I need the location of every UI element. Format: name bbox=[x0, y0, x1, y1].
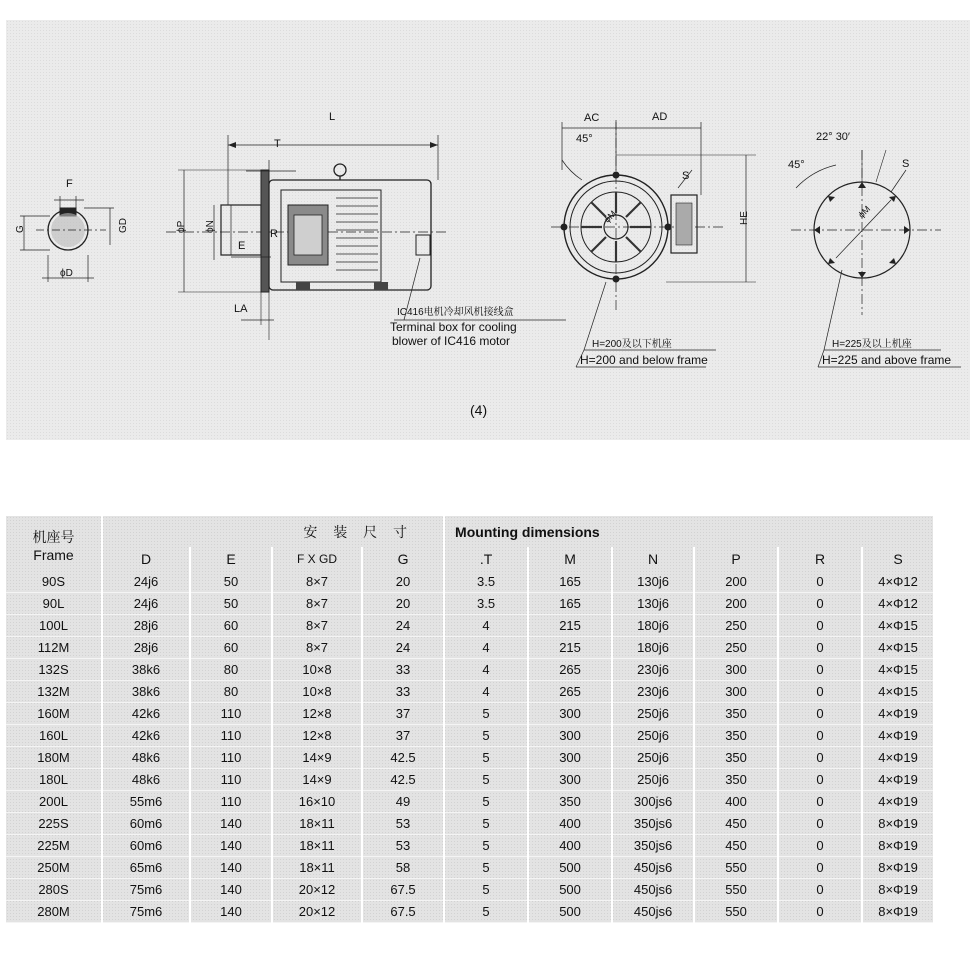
cell-frame: 180L bbox=[6, 769, 102, 791]
cell-T: 3.5 bbox=[444, 571, 528, 593]
cell-M: 265 bbox=[528, 681, 612, 703]
dim-label-T: T bbox=[274, 138, 281, 150]
cell-E: 140 bbox=[190, 901, 272, 923]
cell-M: 215 bbox=[528, 637, 612, 659]
cell-E: 80 bbox=[190, 659, 272, 681]
cell-D: 38k6 bbox=[102, 681, 190, 703]
cell-frame: 225S bbox=[6, 813, 102, 835]
dim-label-E: E bbox=[238, 240, 246, 252]
note-225-en: H=225 and above frame bbox=[822, 353, 952, 367]
cell-D: 60m6 bbox=[102, 835, 190, 857]
cell-T: 4 bbox=[444, 659, 528, 681]
cell-P: 200 bbox=[694, 593, 778, 615]
cell-N: 130j6 bbox=[612, 593, 694, 615]
cell-P: 350 bbox=[694, 747, 778, 769]
cell-R: 0 bbox=[778, 659, 862, 681]
cell-T: 5 bbox=[444, 747, 528, 769]
dim-label-phiN: ϕN bbox=[205, 220, 216, 233]
cell-R: 0 bbox=[778, 769, 862, 791]
cell-S: 4×Φ15 bbox=[862, 681, 933, 703]
cell-P: 350 bbox=[694, 725, 778, 747]
cell-N: 250j6 bbox=[612, 769, 694, 791]
table-row bbox=[6, 703, 933, 725]
technical-drawing bbox=[6, 20, 970, 440]
cell-S: 8×Φ19 bbox=[862, 857, 933, 879]
cell-FxGD: 14×9 bbox=[272, 747, 362, 769]
cell-E: 110 bbox=[190, 747, 272, 769]
cell-G: 20 bbox=[362, 571, 444, 593]
cell-D: 65m6 bbox=[102, 857, 190, 879]
cell-P: 550 bbox=[694, 901, 778, 923]
dim-label-angle45b: 45° bbox=[788, 159, 805, 171]
cell-frame: 132S bbox=[6, 659, 102, 681]
dim-label-AD: AD bbox=[652, 111, 668, 123]
note-terminal-en-2: blower of IC416 motor bbox=[392, 334, 511, 348]
cell-R: 0 bbox=[778, 615, 862, 637]
cell-frame: 180M bbox=[6, 747, 102, 769]
note-terminal-en-1: Terminal box for cooling bbox=[390, 320, 517, 334]
cell-P: 200 bbox=[694, 571, 778, 593]
cell-E: 140 bbox=[190, 835, 272, 857]
cell-N: 230j6 bbox=[612, 681, 694, 703]
cell-E: 110 bbox=[190, 703, 272, 725]
table-row bbox=[6, 747, 933, 769]
cell-N: 450js6 bbox=[612, 857, 694, 879]
cell-S: 4×Φ15 bbox=[862, 615, 933, 637]
dim-label-AC: AC bbox=[584, 112, 600, 124]
table-row bbox=[6, 659, 933, 681]
cell-D: 48k6 bbox=[102, 747, 190, 769]
cell-frame: 225M bbox=[6, 835, 102, 857]
cell-R: 0 bbox=[778, 571, 862, 593]
cell-E: 60 bbox=[190, 615, 272, 637]
table-row bbox=[6, 637, 933, 659]
cell-N: 350js6 bbox=[612, 835, 694, 857]
frame-header-en: Frame bbox=[33, 547, 74, 563]
cell-N: 250j6 bbox=[612, 725, 694, 747]
cell-FxGD: 12×8 bbox=[272, 725, 362, 747]
cell-E: 110 bbox=[190, 725, 272, 747]
cell-E: 60 bbox=[190, 637, 272, 659]
cell-M: 500 bbox=[528, 901, 612, 923]
cell-D: 24j6 bbox=[102, 593, 190, 615]
cell-N: 230j6 bbox=[612, 659, 694, 681]
cell-S: 4×Φ19 bbox=[862, 769, 933, 791]
cell-S: 8×Φ19 bbox=[862, 835, 933, 857]
cell-M: 400 bbox=[528, 813, 612, 835]
cell-D: 42k6 bbox=[102, 703, 190, 725]
cell-N: 350js6 bbox=[612, 813, 694, 835]
cell-FxGD: 8×7 bbox=[272, 637, 362, 659]
cell-frame: 200L bbox=[6, 791, 102, 813]
cell-S: 4×Φ19 bbox=[862, 791, 933, 813]
cell-T: 5 bbox=[444, 835, 528, 857]
column-header-D: D bbox=[102, 547, 190, 571]
cell-FxGD: 20×12 bbox=[272, 901, 362, 923]
dim-label-S1: S bbox=[682, 170, 690, 182]
cell-G: 37 bbox=[362, 703, 444, 725]
dim-label-angle45a: 45° bbox=[576, 133, 593, 145]
cell-S: 4×Φ19 bbox=[862, 725, 933, 747]
cell-T: 4 bbox=[444, 615, 528, 637]
cell-S: 4×Φ19 bbox=[862, 703, 933, 725]
cell-N: 250j6 bbox=[612, 747, 694, 769]
cell-M: 165 bbox=[528, 571, 612, 593]
cell-D: 38k6 bbox=[102, 659, 190, 681]
table-row bbox=[6, 813, 933, 835]
cell-R: 0 bbox=[778, 835, 862, 857]
cell-N: 180j6 bbox=[612, 615, 694, 637]
cell-M: 215 bbox=[528, 615, 612, 637]
cell-R: 0 bbox=[778, 791, 862, 813]
cell-R: 0 bbox=[778, 901, 862, 923]
cell-frame: 100L bbox=[6, 615, 102, 637]
cell-P: 400 bbox=[694, 791, 778, 813]
table-header-row bbox=[6, 516, 933, 547]
cell-FxGD: 18×11 bbox=[272, 813, 362, 835]
column-header-G: G bbox=[362, 547, 444, 571]
dim-label-HE: HE bbox=[739, 211, 750, 225]
table-row bbox=[6, 615, 933, 637]
cell-R: 0 bbox=[778, 725, 862, 747]
cell-G: 42.5 bbox=[362, 769, 444, 791]
mounting-dimensions-table-panel bbox=[6, 516, 933, 922]
motor-drawing-svg bbox=[6, 20, 970, 440]
cell-P: 300 bbox=[694, 681, 778, 703]
cell-S: 8×Φ19 bbox=[862, 879, 933, 901]
figure-label: (4) bbox=[470, 402, 488, 418]
cell-T: 5 bbox=[444, 857, 528, 879]
cell-N: 300js6 bbox=[612, 791, 694, 813]
table-row bbox=[6, 593, 933, 615]
cell-D: 28j6 bbox=[102, 615, 190, 637]
dim-label-angle2230: 22° 30′ bbox=[816, 131, 850, 143]
cell-T: 5 bbox=[444, 769, 528, 791]
cell-P: 450 bbox=[694, 835, 778, 857]
cell-FxGD: 10×8 bbox=[272, 659, 362, 681]
cell-M: 300 bbox=[528, 747, 612, 769]
cell-S: 4×Φ12 bbox=[862, 571, 933, 593]
cell-T: 5 bbox=[444, 791, 528, 813]
dim-label-GD: GD bbox=[118, 218, 129, 233]
cell-FxGD: 8×7 bbox=[272, 615, 362, 637]
note-200-en: H=200 and below frame bbox=[580, 353, 708, 367]
cell-G: 20 bbox=[362, 593, 444, 615]
cell-R: 0 bbox=[778, 813, 862, 835]
note-200-cn: H=200及以下机座 bbox=[592, 339, 672, 350]
cell-T: 3.5 bbox=[444, 593, 528, 615]
cell-P: 350 bbox=[694, 703, 778, 725]
table-row bbox=[6, 901, 933, 923]
mounting-dimensions-table bbox=[6, 516, 933, 923]
dim-label-phiM2: ϕM bbox=[856, 203, 873, 220]
cell-FxGD: 8×7 bbox=[272, 571, 362, 593]
cell-frame: 90L bbox=[6, 593, 102, 615]
cell-D: 28j6 bbox=[102, 637, 190, 659]
table-body bbox=[6, 571, 933, 923]
motor-front-view bbox=[551, 120, 756, 367]
cell-T: 5 bbox=[444, 725, 528, 747]
cell-P: 250 bbox=[694, 637, 778, 659]
cell-R: 0 bbox=[778, 593, 862, 615]
table-title-en: Mounting dimensions bbox=[455, 523, 600, 540]
cell-S: 4×Φ19 bbox=[862, 747, 933, 769]
cell-T: 5 bbox=[444, 879, 528, 901]
cell-P: 450 bbox=[694, 813, 778, 835]
frame-header bbox=[6, 516, 102, 571]
note-terminal-cn: IC416电机冷却风机接线盒 bbox=[397, 307, 514, 318]
cell-R: 0 bbox=[778, 703, 862, 725]
cell-N: 130j6 bbox=[612, 571, 694, 593]
table-row bbox=[6, 725, 933, 747]
cell-frame: 112M bbox=[6, 637, 102, 659]
cell-M: 165 bbox=[528, 593, 612, 615]
cell-P: 350 bbox=[694, 769, 778, 791]
cell-G: 58 bbox=[362, 857, 444, 879]
cell-FxGD: 18×11 bbox=[272, 857, 362, 879]
cell-G: 37 bbox=[362, 725, 444, 747]
cell-FxGD: 14×9 bbox=[272, 769, 362, 791]
cell-R: 0 bbox=[778, 747, 862, 769]
cell-M: 300 bbox=[528, 703, 612, 725]
dim-label-phiD: ϕD bbox=[60, 268, 73, 279]
cell-G: 42.5 bbox=[362, 747, 444, 769]
table-title-cn: 安 装 尺 寸 bbox=[102, 516, 444, 547]
cell-T: 5 bbox=[444, 703, 528, 725]
dim-label-phiP: ϕP bbox=[176, 220, 187, 233]
column-header-FxGD: F X GD bbox=[272, 547, 362, 571]
cell-G: 24 bbox=[362, 637, 444, 659]
cell-frame: 160M bbox=[6, 703, 102, 725]
column-header-T: .T bbox=[444, 547, 528, 571]
cell-P: 550 bbox=[694, 857, 778, 879]
table-row bbox=[6, 681, 933, 703]
cell-M: 350 bbox=[528, 791, 612, 813]
cell-E: 80 bbox=[190, 681, 272, 703]
cell-D: 55m6 bbox=[102, 791, 190, 813]
table-row bbox=[6, 879, 933, 901]
cell-G: 67.5 bbox=[362, 901, 444, 923]
cell-T: 4 bbox=[444, 637, 528, 659]
cell-G: 33 bbox=[362, 659, 444, 681]
cell-E: 140 bbox=[190, 857, 272, 879]
dim-label-F: F bbox=[66, 178, 73, 190]
cell-M: 300 bbox=[528, 725, 612, 747]
cell-G: 24 bbox=[362, 615, 444, 637]
cell-T: 5 bbox=[444, 901, 528, 923]
cell-R: 0 bbox=[778, 857, 862, 879]
dim-label-G: G bbox=[15, 225, 26, 233]
cell-D: 75m6 bbox=[102, 879, 190, 901]
cell-R: 0 bbox=[778, 637, 862, 659]
cell-G: 53 bbox=[362, 835, 444, 857]
column-header-R: R bbox=[778, 547, 862, 571]
cell-D: 60m6 bbox=[102, 813, 190, 835]
cell-D: 24j6 bbox=[102, 571, 190, 593]
cell-frame: 160L bbox=[6, 725, 102, 747]
cell-E: 110 bbox=[190, 769, 272, 791]
cell-E: 140 bbox=[190, 813, 272, 835]
column-header-M: M bbox=[528, 547, 612, 571]
cell-G: 53 bbox=[362, 813, 444, 835]
cell-S: 4×Φ15 bbox=[862, 637, 933, 659]
cell-T: 5 bbox=[444, 813, 528, 835]
cell-T: 4 bbox=[444, 681, 528, 703]
cell-G: 33 bbox=[362, 681, 444, 703]
table-row bbox=[6, 571, 933, 593]
table-row bbox=[6, 835, 933, 857]
cell-frame: 132M bbox=[6, 681, 102, 703]
note-225-cn: H=225及以上机座 bbox=[832, 339, 912, 350]
cell-E: 50 bbox=[190, 571, 272, 593]
cell-M: 500 bbox=[528, 879, 612, 901]
frame-header-cn: 机座号 bbox=[32, 529, 75, 545]
dim-label-S2: S bbox=[902, 158, 910, 170]
cell-FxGD: 18×11 bbox=[272, 835, 362, 857]
column-header-row bbox=[6, 547, 933, 571]
dim-label-L: L bbox=[329, 111, 336, 123]
cell-D: 75m6 bbox=[102, 901, 190, 923]
cell-S: 4×Φ15 bbox=[862, 659, 933, 681]
cell-M: 300 bbox=[528, 769, 612, 791]
table-row bbox=[6, 769, 933, 791]
cell-D: 42k6 bbox=[102, 725, 190, 747]
column-header-S: S bbox=[893, 551, 903, 567]
cell-R: 0 bbox=[778, 681, 862, 703]
cell-FxGD: 8×7 bbox=[272, 593, 362, 615]
cell-M: 500 bbox=[528, 857, 612, 879]
cell-FxGD: 12×8 bbox=[272, 703, 362, 725]
cell-FxGD: 20×12 bbox=[272, 879, 362, 901]
cell-frame: 280S bbox=[6, 879, 102, 901]
cell-frame: 90S bbox=[6, 571, 102, 593]
table-row bbox=[6, 857, 933, 879]
column-header-P: P bbox=[694, 547, 778, 571]
cell-N: 450js6 bbox=[612, 901, 694, 923]
cell-P: 250 bbox=[694, 615, 778, 637]
cell-E: 110 bbox=[190, 791, 272, 813]
cell-frame: 250M bbox=[6, 857, 102, 879]
table-row bbox=[6, 791, 933, 813]
cell-P: 550 bbox=[694, 879, 778, 901]
cell-N: 180j6 bbox=[612, 637, 694, 659]
cell-M: 265 bbox=[528, 659, 612, 681]
cell-G: 49 bbox=[362, 791, 444, 813]
cell-N: 250j6 bbox=[612, 703, 694, 725]
dim-label-LA: LA bbox=[234, 303, 248, 315]
flange-hole-pattern bbox=[791, 150, 961, 367]
cell-E: 140 bbox=[190, 879, 272, 901]
cell-D: 48k6 bbox=[102, 769, 190, 791]
dim-label-R: R bbox=[270, 228, 278, 240]
cell-S: 8×Φ19 bbox=[862, 813, 933, 835]
column-header-E: E bbox=[190, 547, 272, 571]
cell-N: 450js6 bbox=[612, 879, 694, 901]
cell-E: 50 bbox=[190, 593, 272, 615]
cell-G: 67.5 bbox=[362, 879, 444, 901]
dim-label-phiM1: ϕM bbox=[602, 208, 619, 225]
cell-S: 8×Φ19 bbox=[862, 901, 933, 923]
cell-S: 4×Φ12 bbox=[862, 593, 933, 615]
cell-frame: 280M bbox=[6, 901, 102, 923]
cell-FxGD: 16×10 bbox=[272, 791, 362, 813]
column-header-N: N bbox=[612, 547, 694, 571]
cell-FxGD: 10×8 bbox=[272, 681, 362, 703]
cell-R: 0 bbox=[778, 879, 862, 901]
cell-P: 300 bbox=[694, 659, 778, 681]
cell-M: 400 bbox=[528, 835, 612, 857]
